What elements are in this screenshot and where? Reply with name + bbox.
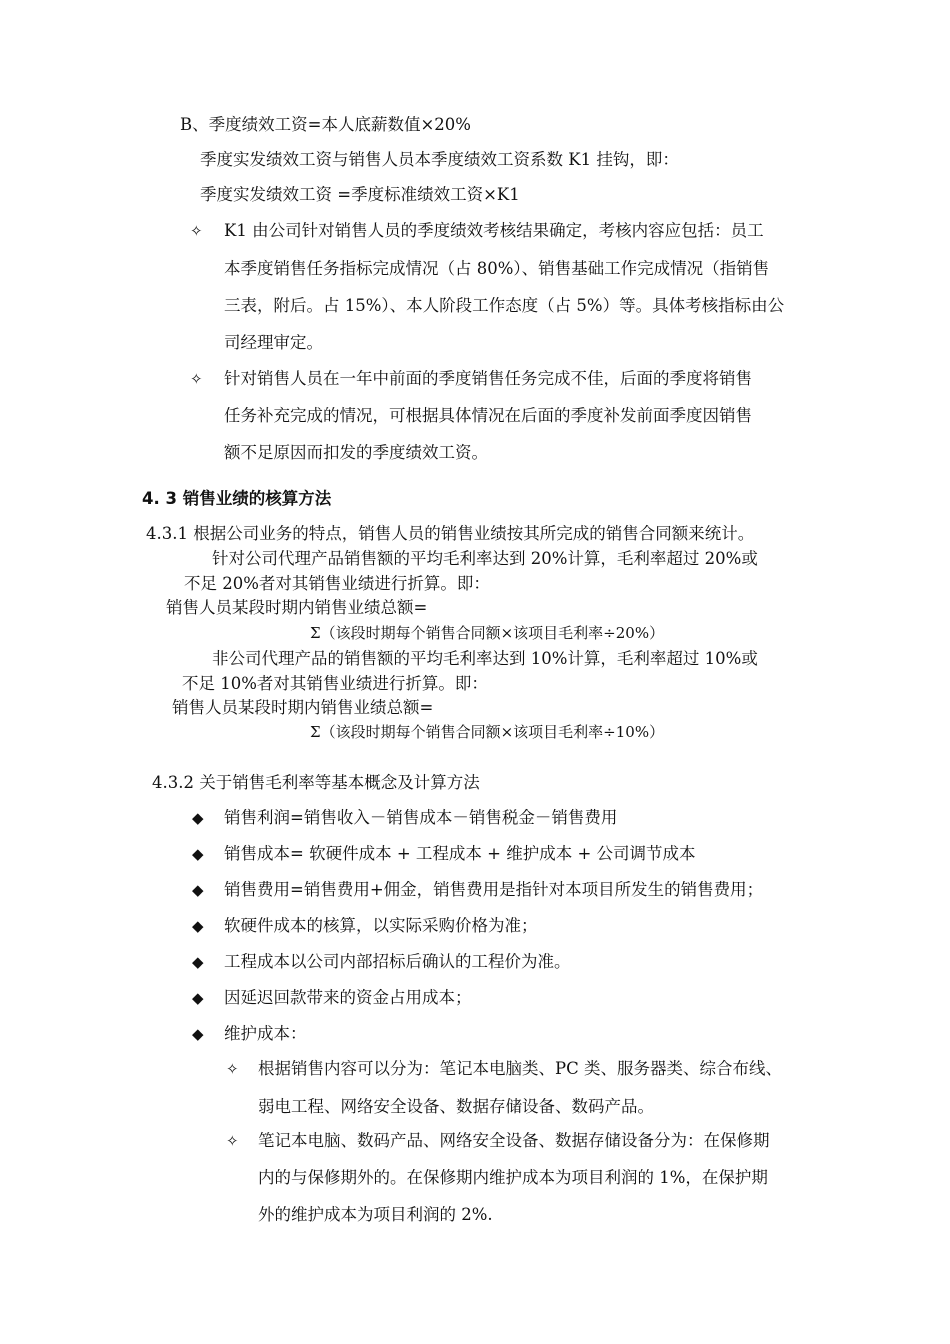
sub-bullet-line: 内的与保修期外的。在保修期内维护成本为项目利润的 1%，在保护期 (258, 1168, 768, 1187)
diamond-bullet-icon: ◆ (192, 953, 204, 971)
p431-line3: 不足 20%者对其销售业绩进行折算。即： (184, 574, 490, 593)
diamond-bullet-icon: ◆ (192, 989, 204, 1007)
formula-10-percent: Σ（该段时期每个销售合同额×该项目毛利率÷10%） (310, 723, 665, 741)
list-item: 销售成本= 软硬件成本 + 工程成本 + 维护成本 + 公司调节成本 (224, 844, 696, 863)
sub-bullet-line: 外的维护成本为项目利润的 2%. (258, 1205, 493, 1224)
sub-bullet-line: 根据销售内容可以分为：笔记本电脑类、PC 类、服务器类、综合布线、 (258, 1059, 782, 1078)
list-item: 因延迟回款带来的资金占用成本； (224, 988, 472, 1007)
diamond-bullet-icon: ◆ (192, 881, 204, 899)
p431-line6: 不足 10%者对其销售业绩进行折算。即： (182, 674, 488, 693)
sub-bullet-line: 弱电工程、网络安全设备、数据存储设备、数码产品。 (258, 1097, 654, 1116)
list-item: 软硬件成本的核算，以实际采购价格为准； (224, 916, 538, 935)
list-item: 销售费用=销售费用+佣金，销售费用是指针对本项目所发生的销售费用； (224, 880, 764, 899)
p431-line4: 销售人员某段时期内销售业绩总额= (166, 598, 428, 617)
p432-title: 4.3.2 关于销售毛利率等基本概念及计算方法 (152, 773, 480, 792)
bullet-line: 三表，附后。占 15%）、本人阶段工作态度（占 5%）等。具体考核指标由公 (224, 296, 785, 315)
bullet-line: 本季度销售任务指标完成情况（占 80%）、销售基础工作完成情况（指销售 (224, 259, 770, 278)
list-item: 销售利润=销售收入－销售成本－销售税金－销售费用 (224, 808, 618, 827)
diamond-bullet-icon: ◆ (192, 809, 204, 827)
sparkle-bullet-icon: ✧ (190, 222, 203, 240)
p431-line5: 非公司代理产品的销售额的平均毛利率达到 10%计算，毛利率超过 10%或 (212, 649, 758, 668)
section-b-line1: 季度实发绩效工资与销售人员本季度绩效工资系数 K1 挂钩，即： (200, 150, 679, 169)
bullet-line: 任务补充完成的情况，可根据具体情况在后面的季度补发前面季度因销售 (224, 406, 752, 425)
p431-line1: 4.3.1 根据公司业务的特点，销售人员的销售业绩按其所完成的销售合同额来统计。 (146, 524, 755, 543)
list-item: 维护成本： (224, 1024, 307, 1043)
sparkle-bullet-icon: ✧ (190, 370, 203, 388)
list-item: 工程成本以公司内部招标后确认的工程价为准。 (224, 952, 571, 971)
diamond-bullet-icon: ◆ (192, 917, 204, 935)
bullet-line: 司经理审定。 (224, 333, 323, 352)
section-b-line2: 季度实发绩效工资 =季度标准绩效工资×K1 (200, 185, 520, 204)
bullet-line: 额不足原因而扣发的季度绩效工资。 (224, 443, 488, 462)
bullet-line: 针对销售人员在一年中前面的季度销售任务完成不佳，后面的季度将销售 (224, 369, 752, 388)
p431-line2: 针对公司代理产品销售额的平均毛利率达到 20%计算，毛利率超过 20%或 (212, 549, 758, 568)
section-4-3-title: 4. 3 销售业绩的核算方法 (142, 489, 332, 508)
section-b-heading: B、季度绩效工资=本人底薪数值×20% (180, 115, 471, 134)
formula-20-percent: Σ（该段时期每个销售合同额×该项目毛利率÷20%） (310, 624, 665, 642)
sparkle-bullet-icon: ✧ (226, 1060, 239, 1078)
sub-bullet-line: 笔记本电脑、数码产品、网络安全设备、数据存储设备分为：在保修期 (258, 1131, 770, 1150)
diamond-bullet-icon: ◆ (192, 1025, 204, 1043)
p431-line7: 销售人员某段时期内销售业绩总额= (172, 698, 434, 717)
sparkle-bullet-icon: ✧ (226, 1132, 239, 1150)
bullet-line: K1 由公司针对销售人员的季度绩效考核结果确定，考核内容应包括：员工 (224, 221, 764, 240)
diamond-bullet-icon: ◆ (192, 845, 204, 863)
